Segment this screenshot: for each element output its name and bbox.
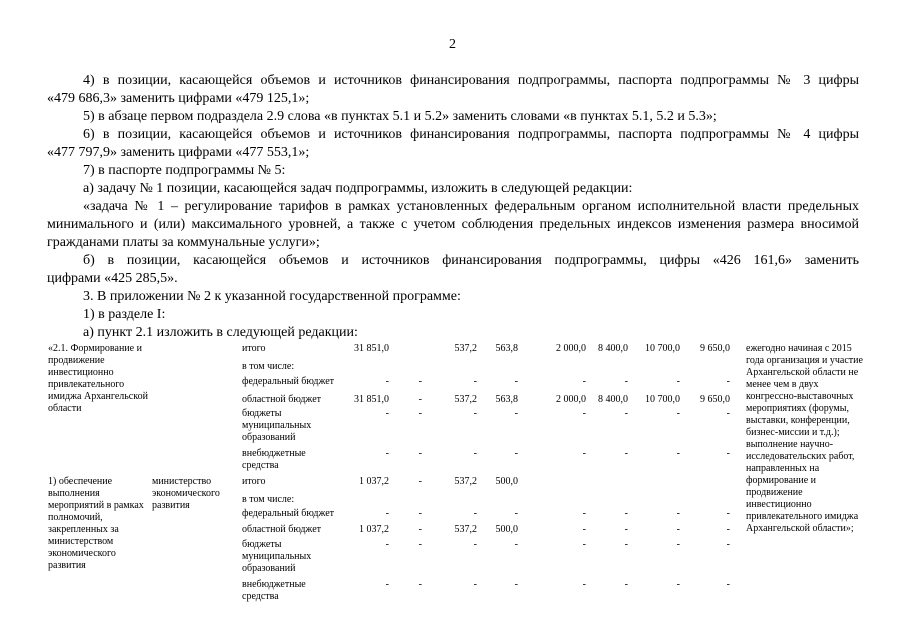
row2-label-federal: федеральный бюджет [242, 508, 335, 519]
row2-name-cell: 1) обеспечение выполнения мероприятий в рамках полномочий, закрепленных за министерством экономического развития [48, 476, 144, 571]
row1-regional-v3: 537,2 [454, 394, 477, 405]
row2-regional-v4: 500,0 [495, 524, 518, 535]
paragraph-item-4-line1: 4) в позиции, касающейся объемов и источников финансирования подпрограммы, паспорта подпрограммы № 3 цифры [83, 73, 859, 88]
paragraph-quote-line2: минимального и (или) максимального уровней, а также с учетом соблюдения предельных индексов изменения размера вносимой [47, 217, 859, 232]
row2-municipal-v3: - [473, 539, 477, 550]
row2-extra-v3: - [473, 579, 477, 590]
paragraph-item-4-line2: «479 686,3» заменить цифрами «479 125,1»; [47, 91, 310, 106]
row2-total-v2: - [418, 476, 422, 487]
row1-municipal-v2: - [418, 408, 422, 419]
paragraph-item-7: 7) в паспорте подпрограммы № 5: [83, 163, 286, 178]
row1-regional-v1: 31 851,0 [354, 394, 389, 405]
row1-regional-v2: - [418, 394, 422, 405]
row1-regional-v7: 10 700,0 [645, 394, 680, 405]
row1-extra-v8: - [726, 448, 730, 459]
row2-extra-v8: - [726, 579, 730, 590]
row2-regional-v3: 537,2 [454, 524, 477, 535]
row1-extra-v1: - [385, 448, 389, 459]
row2-label-total: итого [242, 476, 266, 487]
row2-municipal-v1: - [385, 539, 389, 550]
row2-regional-v5: - [582, 524, 586, 535]
row2-federal-v4: - [514, 508, 518, 519]
row1-federal-v6: - [624, 376, 628, 387]
row1-municipal-v8: - [726, 408, 730, 419]
row1-extra-v6: - [624, 448, 628, 459]
row2-regional-v8: - [726, 524, 730, 535]
row2-extra-v4: - [514, 579, 518, 590]
page-number: 2 [449, 37, 456, 52]
row2-label-extra: внебюджетные средства [242, 579, 306, 602]
row2-municipal-v2: - [418, 539, 422, 550]
row2-federal-v3: - [473, 508, 477, 519]
paragraph-item-6-line2: «477 797,9» заменить цифрами «477 553,1»; [47, 145, 310, 160]
row2-federal-v2: - [418, 508, 422, 519]
paragraph-subitem-a: а) задачу № 1 позиции, касающейся задач подпрограммы, изложить в следующей редакции: [83, 181, 633, 196]
paragraph-subitem-b-line1: б) в позиции, касающейся объемов и источников финансирования подпрограммы, цифры «426 161,6» заменить [83, 253, 859, 268]
row1-municipal-v3: - [473, 408, 477, 419]
row2-label-municipal: бюджеты муниципальных образований [242, 539, 312, 574]
row1-federal-v8: - [726, 376, 730, 387]
row1-federal-v4: - [514, 376, 518, 387]
row2-federal-v8: - [726, 508, 730, 519]
row1-municipal-v4: - [514, 408, 518, 419]
row1-label-federal: федеральный бюджет [242, 376, 335, 387]
row1-total-v1: 31 851,0 [354, 343, 389, 354]
row2-federal-v7: - [676, 508, 680, 519]
row1-total-v8: 9 650,0 [700, 343, 730, 354]
row1-extra-v5: - [582, 448, 586, 459]
paragraph-section-3: 3. В приложении № 2 к указанной государственной программе: [83, 289, 461, 304]
row2-regional-v6: - [624, 524, 628, 535]
row2-municipal-v5: - [582, 539, 586, 550]
row1-regional-v6: 8 400,0 [598, 394, 628, 405]
row1-label-municipal: бюджеты муниципальных образований [242, 408, 312, 443]
expected-result-cell: ежегодно начиная с 2015 года организация и участие Архангельской области не менее чем в двух конгрессно-выставочных мероприятиях (форумы, выставки, конференции, бизнес-миссии и т.д.); выполнение научно-исследовательских работ, направленных на формирование и продвижение инвестиционно привлекательного имиджа Архангельской области»; [746, 343, 863, 534]
row1-extra-v4: - [514, 448, 518, 459]
row1-federal-v7: - [676, 376, 680, 387]
row1-label-regional: областной бюджет [242, 394, 322, 405]
row1-label-incl: в том числе: [242, 361, 295, 372]
row2-extra-v2: - [418, 579, 422, 590]
row2-municipal-v7: - [676, 539, 680, 550]
row1-total-v6: 8 400,0 [598, 343, 628, 354]
paragraph-quote-line3: гражданами платы за коммунальные услуги»; [47, 235, 320, 250]
row1-extra-v2: - [418, 448, 422, 459]
row2-municipal-v8: - [726, 539, 730, 550]
row2-total-v4: 500,0 [495, 476, 518, 487]
paragraph-subitem-b-line2: цифрами «425 285,5». [47, 271, 178, 286]
row2-executor-cell: министерство экономического развития [152, 476, 220, 511]
row2-regional-v2: - [418, 524, 422, 535]
row1-extra-v7: - [676, 448, 680, 459]
row1-regional-v5: 2 000,0 [556, 394, 586, 405]
row1-label-extra: внебюджетные средства [242, 448, 306, 471]
row1-federal-v5: - [582, 376, 586, 387]
row1-federal-v3: - [473, 376, 477, 387]
row2-federal-v6: - [624, 508, 628, 519]
row1-label-total: итого [242, 343, 266, 354]
row2-municipal-v6: - [624, 539, 628, 550]
row1-regional-v4: 563,8 [495, 394, 518, 405]
row2-federal-v1: - [385, 508, 389, 519]
row1-total-v4: 563,8 [495, 343, 518, 354]
row1-name-cell: «2.1. Формирование и продвижение инвестиционно привлекательного имиджа Архангельской области [48, 343, 148, 414]
row1-regional-v8: 9 650,0 [700, 394, 730, 405]
row2-extra-v7: - [676, 579, 680, 590]
row2-extra-v5: - [582, 579, 586, 590]
row1-federal-v1: - [385, 376, 389, 387]
paragraph-quote-line1: «задача № 1 – регулирование тарифов в рамках установленных федеральным органом исполнительной власти предельных [83, 199, 859, 214]
row1-municipal-v6: - [624, 408, 628, 419]
row1-municipal-v5: - [582, 408, 586, 419]
row2-regional-v7: - [676, 524, 680, 535]
paragraph-item-5: 5) в абзаце первом подраздела 2.9 слова «в пунктах 5.1 и 5.2» заменить словами «в пунктах 5.1, 5.2 и 5.3»; [83, 109, 717, 124]
row1-total-v5: 2 000,0 [556, 343, 586, 354]
row2-municipal-v4: - [514, 539, 518, 550]
paragraph-section-1: 1) в разделе I: [83, 307, 166, 322]
row1-municipal-v1: - [385, 408, 389, 419]
row1-federal-v2: - [418, 376, 422, 387]
row2-extra-v1: - [385, 579, 389, 590]
row2-regional-v1: 1 037,2 [359, 524, 389, 535]
row1-total-v3: 537,2 [454, 343, 477, 354]
row2-total-v1: 1 037,2 [359, 476, 389, 487]
row2-total-v3: 537,2 [454, 476, 477, 487]
row2-extra-v6: - [624, 579, 628, 590]
row2-federal-v5: - [582, 508, 586, 519]
paragraph-item-6-line1: 6) в позиции, касающейся объемов и источников финансирования подпрограммы, паспорта подпрограммы № 4 цифры [83, 127, 859, 142]
paragraph-point-2-1: а) пункт 2.1 изложить в следующей редакции: [83, 325, 358, 340]
row1-municipal-v7: - [676, 408, 680, 419]
row1-total-v7: 10 700,0 [645, 343, 680, 354]
row1-extra-v3: - [473, 448, 477, 459]
row2-label-incl: в том числе: [242, 494, 295, 505]
row2-label-regional: областной бюджет [242, 524, 322, 535]
